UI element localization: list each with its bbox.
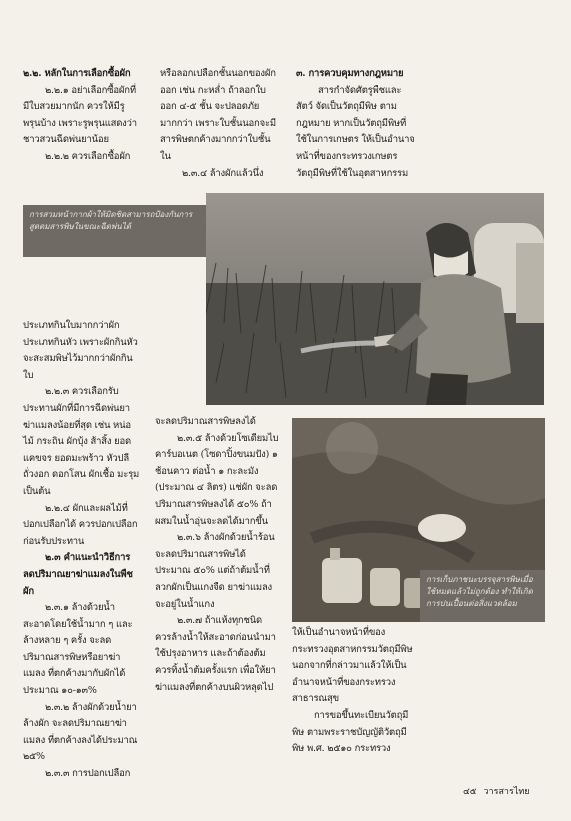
column-2-middle — [155, 414, 280, 696]
paragraph: ๒.๒. หลักในการเลือกซื้อผัก — [23, 68, 131, 79]
paragraph: ประเภทกินใบมากกว่าผักประเภทกินหัว เพราะผักกินหัวจะสะสมพิษไว้มากกว่าผักกินใบ — [23, 320, 138, 381]
paragraph: ๓. การควบคุมทางกฎหมาย — [296, 68, 404, 79]
page-number: ๔๕ — [463, 787, 477, 797]
journal-name: วารสารไทย — [483, 787, 530, 797]
paragraph: ๒.๒.๒ ควรเลือกซื้อผัก — [45, 150, 131, 162]
column-3-bottom — [292, 625, 417, 758]
paragraph: ๒.๒.๑ อย่าเลือกซื้อผักที่มีใบสวยมากนัก ควรให้มีรูพรุนบ้าง เพราะรูพรุนแสดงว่าชาวสวนฉีดพ่นยาน้อย — [23, 84, 137, 146]
paragraph: ๒.๒.๓ ควรเลือกรับประทานผักที่มีการฉีดพ่นยาฆ่าแมลงน้อยที่สุด เช่น หน่อไม้ กระถิน ผักบุ้ง ส้าสิ้ง ยอดแคขจร ยอดมะพร้าว หัวปลี ถั่วงอก ดอกโสน ผักเชื้อ มะรุม เป็นต้น — [23, 386, 140, 497]
column-3-top — [296, 66, 416, 182]
paragraph: ๒.๒.๔ ผักและผลไม้ที่ปอกเปลือกได้ ควรปอกเปลือกก่อนรับประทาน — [23, 502, 138, 547]
column-1-top — [23, 66, 140, 166]
paragraph: ๒.๓.๔ ล้างผักแล้วนึ่ง — [182, 167, 264, 179]
paragraph: ๒.๓.๖ ล้างผักด้วยน้ำร้อน จะลดปริมาณสารพิษได้ประมาณ ๕๐% แต่ถ้าต้มน้ำที่ลวกผักเป็นแกงจืด ยาฆ่าแมลงจะอยู่ในน้ำแกง — [155, 532, 275, 610]
farmer-spraying-image — [206, 193, 544, 405]
photo-farmer-spraying — [206, 193, 544, 405]
column-2-top — [160, 66, 280, 182]
caption-box-2 — [420, 570, 545, 622]
paragraph: สารกำจัดศัตรูพืชและสัตว์ จัดเป็นวัตถุมีพิษ ตามกฎหมาย หากเป็นวัตถุมีพิษที่ใช้ในการเกษตร ให้เป็นอำนาจหน้าที่ของกระทรวงเกษตร วัตถุมีพิษที่ใช้ในอุตสาหกรรม — [296, 84, 415, 179]
paragraph: ๒.๓.๗ ถ้าแห้งทุกชนิด ควรล้างน้ำให้สะอาดก่อนนำมาใช้ปรุงอาหาร และถ้าต้องต้ม ควรทิ้งน้ำต้มครั้งแรก เพื่อให้ยาฆ่าแมลงที่ตกค้างบนผิวหลุดไป — [155, 615, 276, 693]
caption-2-text: การเก็บภาชนะบรรจุสารพิษเมื่อใช้หมดแล้วไม่ถูกต้อง ทำให้เกิดการปนเปื้อนต่อสิ่งแวดล้อม — [426, 575, 533, 608]
paragraph: หรือลอกเปลือกชั้นนอกของผักออก เช่น กะหล่ำ ถ้าลอกใบออก ๔-๕ ชั้น จะปลอดภัยมากกว่า เพราะใบชั้นนอกจะมีสารพิษตกค้างมากกว่าใบชั้นใน — [160, 68, 276, 162]
caption-1-text: การสวมหน้ากากผ้าให้มิดชิดสามารถป้องกันการสูดดมสารพิษในขณะฉีดพ่นได้ — [29, 210, 193, 231]
paragraph: ๒.๓.๒ ล้างผักด้วยน้ำยาล้างผัก จะลดปริมาณยาฆ่าแมลง ที่ตกค้างลงได้ประมาณ ๒๕% — [23, 701, 138, 763]
paragraph: จะลดปริมาณสารพิษลงได้ — [155, 416, 256, 427]
paragraph: ๒.๓.๓ การปอกเปลือก — [45, 768, 131, 780]
paragraph: ๒.๓.๑ ล้างด้วยน้ำสะอาดโดยใช้น้ำมาก ๆ และล้างหลาย ๆ ครั้ง จะลดปริมาณสารพิษหรือยาฆ่าแมลง ที่ตกค้างมากับผักได้ประมาณ ๑๐-๑๓% — [23, 602, 133, 697]
column-1-middle — [23, 318, 140, 783]
paragraph: ๒.๓ คำแนะนำวิธีการลดปริมาณยาฆ่าแมลงในพืชผัก — [23, 552, 133, 597]
paragraph: ๒.๓.๕ ล้างด้วยโซเดียมไบคาร์บอเนต (โซดาปิ้งขนมปัง) ๑ ช้อนคาว ต่อน้ำ ๑ กะละมัง (ประมาณ ๔ ลิตร) แช่ผัก จะลดปริมาณสารพิษลงได้ ๕๐% ถ้าผสมในน้ำอุ่นจะลดได้มากขึ้น — [155, 432, 279, 527]
page-footer — [463, 784, 530, 798]
paragraph: การขอขึ้นทะเบียนวัตถุมีพิษ ตามพระราชบัญญัติวัตถุมีพิษ พ.ศ. ๒๕๑๐ กระทรวง — [292, 709, 409, 755]
paragraph: ให้เป็นอำนาจหน้าที่ของกระทรวงอุตสาหกรรมวัตถุมีพิษนอกจากที่กล่าวมาแล้วให้เป็นอำนาจหน้าที่ของกระทรวงสาธารณสุข — [292, 627, 413, 705]
caption-box-1 — [23, 205, 206, 257]
